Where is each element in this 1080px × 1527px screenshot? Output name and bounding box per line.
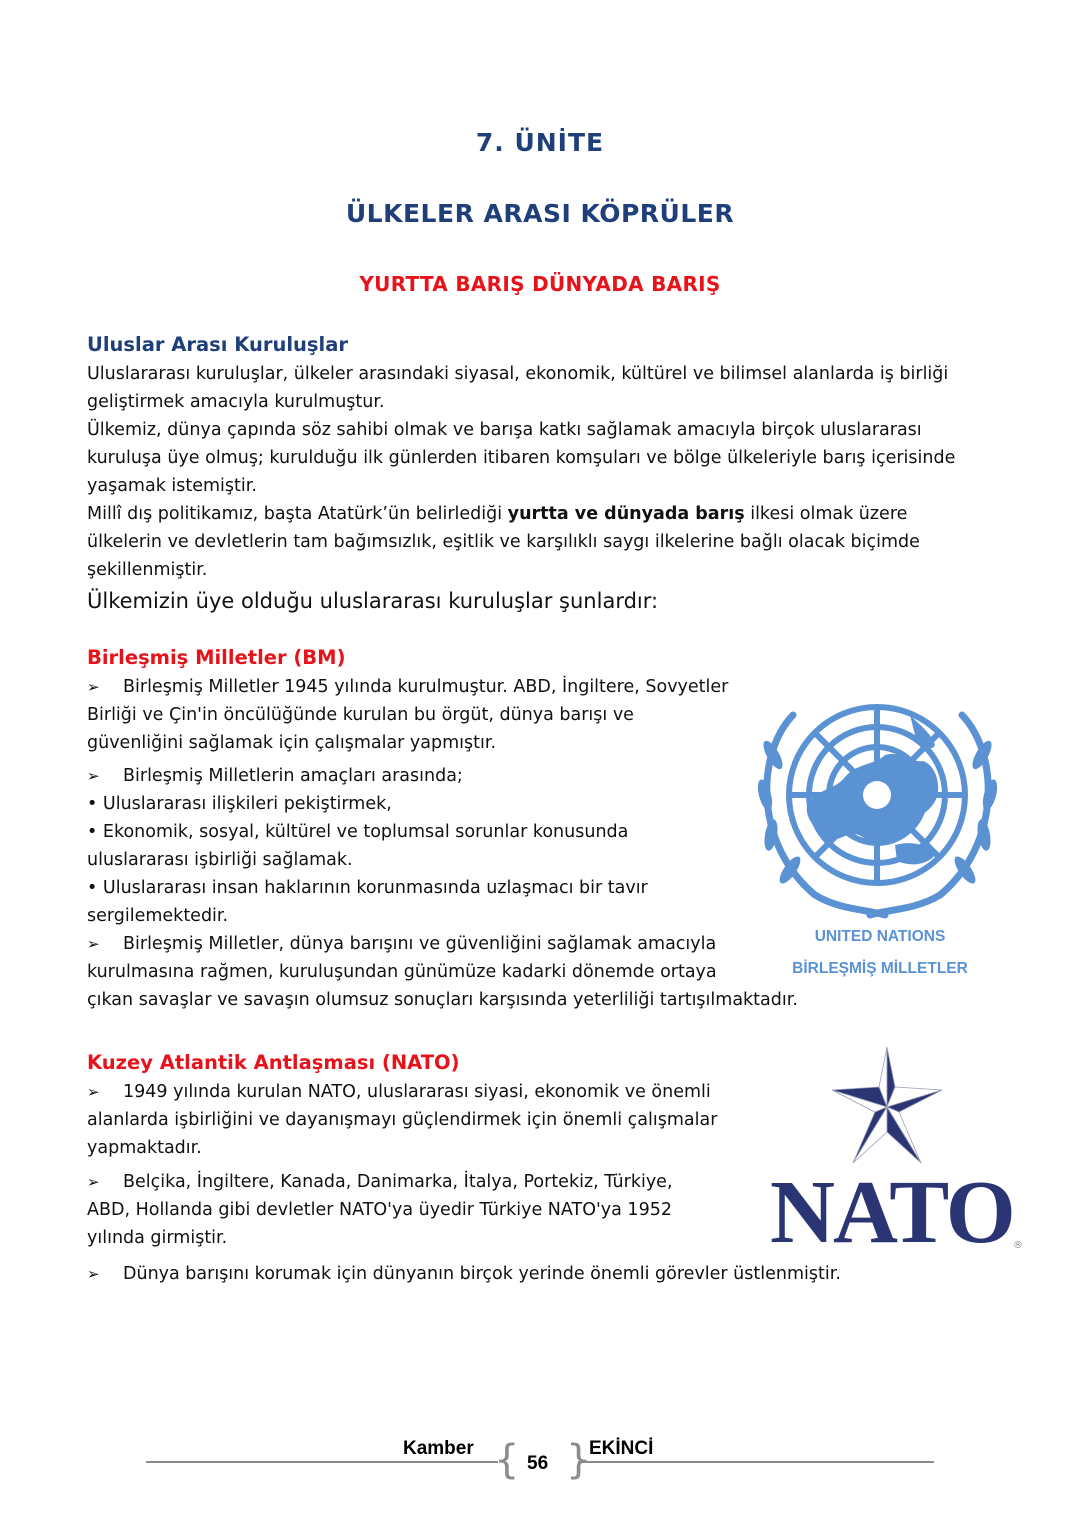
members-intro-line: Ülkemizin üye olduğu uluslararası kuruluşlar şunlardır: (87, 589, 659, 613)
arrow-bullet-icon: ➢ (87, 1265, 100, 1283)
text-line: geliştirmek amacıyla kurulmuştur. (87, 392, 385, 412)
text-run: Uluslararası insan haklarının korunmasında uzlaşmacı bir tavır (102, 878, 648, 898)
unit-title: 7. ÜNİTE (475, 128, 605, 157)
text-line: Birliği ve Çin'in öncülüğünde kurulan bu örgüt, dünya barışı ve (87, 705, 634, 725)
nato-paragraph-3 (87, 1260, 841, 1288)
un-caption-tr: BİRLEŞMİŞ MİLLETLER (792, 960, 968, 977)
text-line: güvenliğini sağlamak için çalışmalar yapmıştır. (87, 733, 497, 753)
un-aims-list (87, 762, 648, 930)
subtheme-title: YURTTA BARIŞ DÜNYADA BARIŞ (359, 272, 721, 296)
text-line: çıkan savaşlar ve savaşın olumsuz sonuçları karşısında yeterliliği tartışılmaktadır. (87, 990, 798, 1010)
emphasis-peace-principle: yurtta ve dünyada barış (507, 504, 745, 524)
arrow-bullet-icon: ➢ (87, 935, 100, 953)
text-run: Birleşmiş Milletler, dünya barışını ve güvenliğini sağlamak amacıyla (123, 934, 717, 954)
text-line: sergilemektedir. (87, 906, 229, 926)
arrow-bullet-icon: ➢ (87, 1173, 100, 1191)
text-line: uluslararası işbirliği sağlamak. (87, 850, 353, 870)
nato-paragraph-2 (87, 1168, 673, 1252)
footer-author-last: EKİNCİ (589, 1438, 654, 1459)
section-heading-intl-orgs: Uluslar Arası Kuruluşlar (87, 333, 348, 356)
policy-line (87, 500, 955, 528)
footer-author-first: Kamber (403, 1438, 474, 1459)
nato-star-icon (832, 1045, 942, 1170)
text-line: yapmaktadır. (87, 1138, 202, 1158)
footer-rule-right (578, 1461, 934, 1463)
text-line: ABD, Hollanda gibi devletler NATO'ya üyedir Türkiye NATO'ya 1952 (87, 1200, 672, 1220)
registered-mark-icon: ® (1013, 1240, 1023, 1251)
text-run: Birleşmiş Milletler 1945 yılında kurulmuştur. ABD, İngiltere, Sovyetler (123, 677, 729, 697)
text-run: ilkesi olmak üzere (744, 504, 908, 524)
text-line: yaşamak istemiştir. (87, 476, 257, 496)
un-paragraph-3 (87, 930, 798, 1014)
text-line: kurulmasına rağmen, kuruluşundan günümüze kadarki dönemde ortaya (87, 962, 717, 982)
theme-title: ÜLKELER ARASI KÖPRÜLER (345, 199, 735, 228)
text-run: Belçika, İngiltere, Kanada, Danimarka, İtalya, Portekiz, Türkiye, (123, 1172, 673, 1192)
text-line: Ülkemiz, dünya çapında söz sahibi olmak ve barışa katkı sağlamak amacıyla birçok uluslararası (87, 420, 922, 440)
text-line: şekillenmiştir. (87, 560, 208, 580)
arrow-bullet-icon: ➢ (87, 678, 100, 696)
text-line: yılında girmiştir. (87, 1228, 228, 1248)
section-heading-nato: Kuzey Atlantik Antlaşması (NATO) (87, 1051, 460, 1074)
section-heading-un: Birleşmiş Milletler (BM) (87, 646, 346, 669)
text-line: kuruluşa üye olmuş; kurulduğu ilk günlerden itibaren komşuları ve bölge ülkeleriyle barış içerisinde (87, 448, 956, 468)
text-run: Birleşmiş Milletlerin amaçları arasında; (123, 766, 463, 786)
un-caption-en: UNITED NATIONS (814, 928, 946, 945)
dot-bullet-icon: • (87, 822, 98, 842)
text-line: Uluslararası kuruluşlar, ülkeler arasındaki siyasal, ekonomik, kültürel ve bilimsel alanlarda iş birliği (87, 364, 949, 384)
text-line: ülkelerin ve devletlerin tam bağımsızlık, eşitlik ve karşılıklı saygı ilkelerine bağlı olacak biçimde (87, 532, 920, 552)
un-paragraph-1 (87, 673, 728, 757)
dot-bullet-icon: • (87, 878, 98, 898)
text-run: 1949 yılında kurulan NATO, uluslararası siyasi, ekonomik ve önemli (123, 1082, 711, 1102)
intro-paragraph (87, 360, 955, 584)
page-number: 56 (527, 1453, 549, 1474)
text-run: Dünya barışını korumak için dünyanın birçok yerinde önemli görevler üstlenmiştir. (123, 1264, 841, 1284)
footer-rule-left (146, 1461, 498, 1463)
right-brace-icon: } (566, 1437, 592, 1483)
dot-bullet-icon: • (87, 794, 98, 814)
text-line: alanlarda işbirliğini ve dayanışmayı güçlendirmek için önemli çalışmalar (87, 1110, 718, 1130)
text-run: Ekonomik, sosyal, kültürel ve toplumsal sorunlar konusunda (102, 822, 629, 842)
text-run: Millî dış politikamız, başta Atatürk’ün belirlediği (87, 504, 508, 524)
arrow-bullet-icon: ➢ (87, 767, 100, 785)
arrow-bullet-icon: ➢ (87, 1083, 100, 1101)
nato-paragraph-1 (87, 1078, 717, 1162)
un-emblem-icon (745, 695, 1010, 920)
left-brace-icon: { (494, 1437, 520, 1483)
text-run: Uluslararası ilişkileri pekiştirmek, (102, 794, 392, 814)
nato-wordmark: NATO (770, 1163, 1014, 1262)
